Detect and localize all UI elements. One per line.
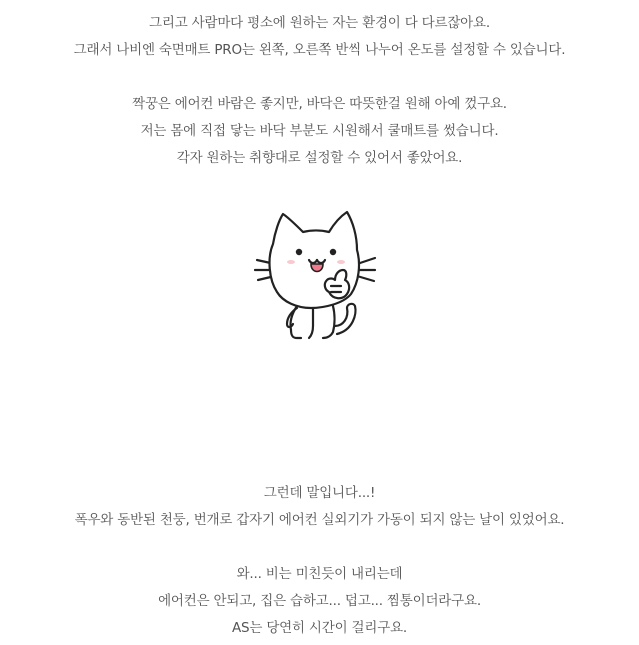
text-line: 폭우와 동반된 천둥, 번개로 갑자기 에어컨 실외기가 가동이 되지 않는 날이 있었어요. — [74, 512, 565, 528]
text-line: 그래서 나비엔 숙면매트 PRO는 왼쪽, 오른쪽 반씩 나누어 온도를 설정할 수 있습니다. — [73, 42, 566, 58]
text-line: 와... 비는 미친듯이 내리는데 — [236, 566, 403, 582]
text-line: 그리고 사람마다 평소에 원하는 자는 환경이 다 다르잖아요. — [149, 15, 490, 31]
text-line: 저는 몸에 직접 닿는 바닥 부분도 시원해서 쿨매트를 썼습니다. — [140, 123, 499, 139]
text-line: 짝꿍은 에어컨 바람은 좋지만, 바닥은 따뜻한걸 원해 아예 껐구요. — [132, 96, 507, 112]
text-line: 그런데 말입니다...! — [263, 485, 376, 501]
cat-icon — [253, 208, 377, 344]
text-line: 에어컨은 안되고, 집은 습하고... 덥고... 찜통이더라구요. — [158, 593, 481, 609]
text-line: AS는 당연히 시간이 걸리구요. — [231, 620, 408, 636]
cat-thumbs-up-sticker — [253, 208, 377, 344]
text-line: 각자 원하는 취향대로 설정할 수 있어서 좋았어요. — [176, 150, 463, 166]
